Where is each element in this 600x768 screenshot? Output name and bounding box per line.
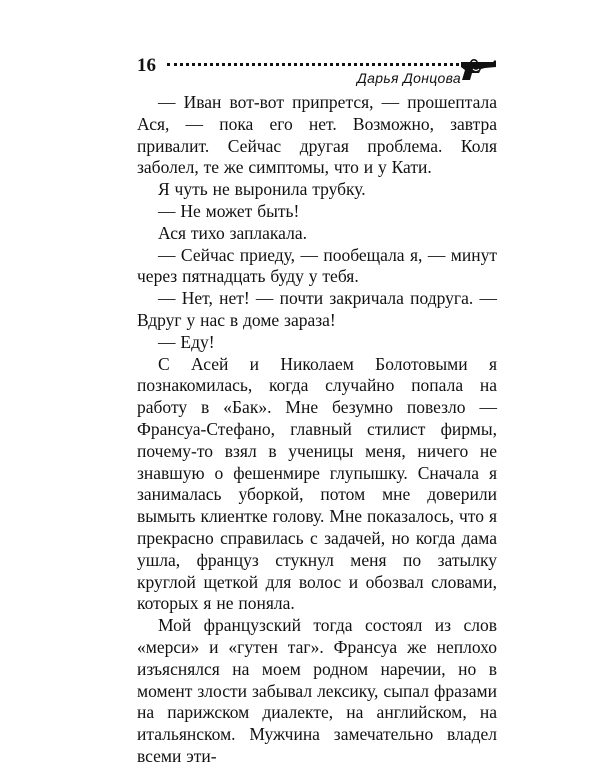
paragraph-6: — Нет, нет! — почти закричала подруга. — Вдруг у нас в доме зараза! [137, 288, 497, 330]
paragraph-9: Мой французский тогда состоял из слов «мерси» и «гутен таг». Франсуа же неплохо изъяснялся на моем родном наречии, но в момент злости забывал лексику, сыпал фразами на парижском диалекте, на английском, на итальянском. Мужчина замечательно владел всеми эти- [137, 615, 497, 766]
pistol-icon [459, 56, 497, 82]
dotted-rule [167, 63, 465, 66]
paragraph-8: С Асей и Николаем Болотовыми я познакомилась, когда случайно попала на работу в «Бак». Мне безумно повезло — Франсуа-Стефано, главный стилист фирмы, почему-то взял в ученицы меня, ничего не знавшую о фешенмире глупышку. Сначала я занималась уборкой, потом мне доверили вымыть клиентке голову. Мне показалось, что я прекрасно справилась с задачей, но когда дама ушла, француз стукнул меня по затылку круглой щеткой для волос и обозвал словами, которых я не поняла. [137, 353, 497, 614]
paragraph-2: Я чуть не выронила трубку. [158, 179, 366, 200]
paragraph-4: Ася тихо заплакала. [158, 222, 307, 243]
page-number: 16 [137, 55, 156, 76]
paragraph-7: — Еду! [158, 331, 215, 352]
header-author: Дарья Донцова [357, 70, 461, 86]
paragraph-3: — Не может быть! [158, 200, 300, 221]
paragraph-1: — Иван вот-вот припрется, — прошептала Ася, — пока его нет. Возможно, завтра привалит. Сейчас другая проблема. Коля заболел, те же симптомы, что и у Кати. [137, 92, 497, 178]
page-header [137, 54, 497, 88]
text-body [137, 92, 497, 768]
paragraph-5: — Сейчас приеду, — пообещала я, — минут через пятнадцать буду у тебя. [137, 244, 497, 287]
